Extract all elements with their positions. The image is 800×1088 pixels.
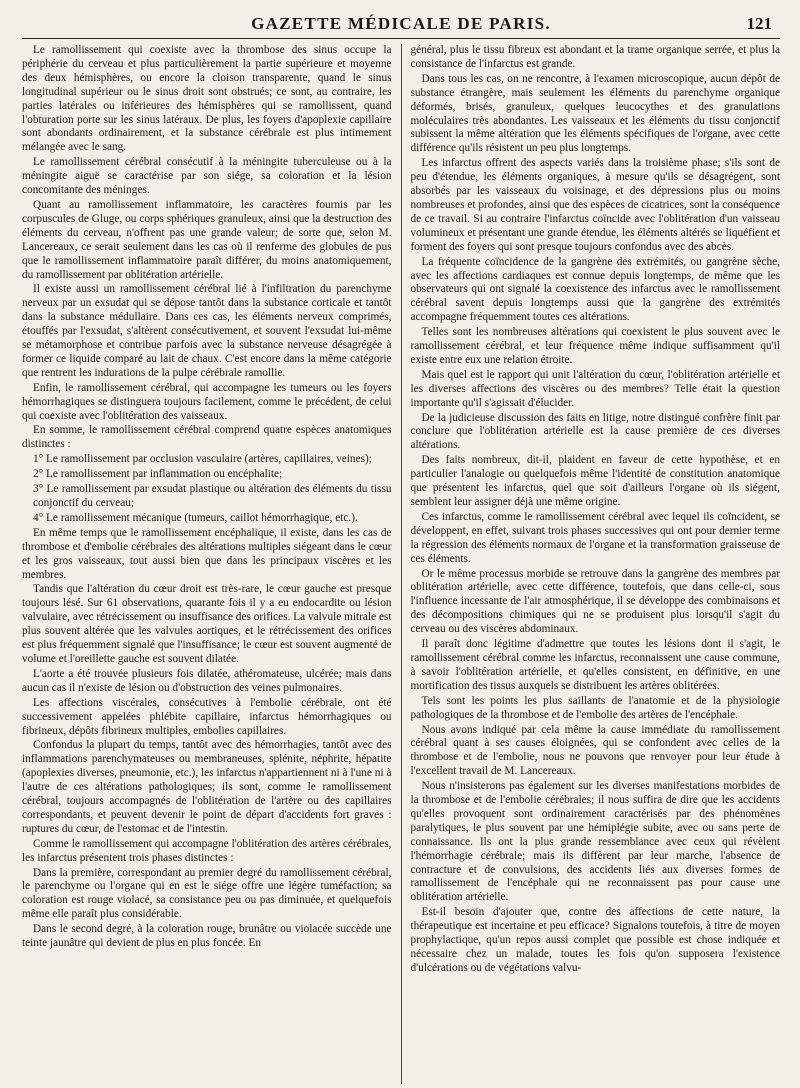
paragraph: Des faits nombreux, dit-il, plaident en faveur de cette hypothèse, et en particulier l'analogie ou quelquefois même l'identité de constitution anatomique que présentent les infarctus, quel que soit d'ailleurs l'organe où ils siégent, semblent leur assigner déjà une même origine. bbox=[410, 454, 780, 508]
paragraph: Or le même processus morbide se retrouve dans la gangrène des membres par oblitération artérielle, avec cette différence, toutefois, que dans celle-ci, sous l'influence incessante de l'air atmosphérique, il se développe des combinaisons et des décompositions chimiques qui ne se produisent plus lorsqu'il s'agit du cerveau ou des viscères abdominaux. bbox=[410, 567, 780, 636]
paragraph: Mais quel est le rapport qui unit l'altération du cœur, l'oblitération artérielle et les diverses affections des viscères ou des membres? Telle était la question importante qu'il s'agissait d'élucider. bbox=[410, 368, 780, 409]
paragraph: Dans le second degré, à la coloration rouge, brunâtre ou violacée succède une teinte jaunâtre qui devient de plus en plus foncée. En bbox=[22, 923, 392, 950]
paragraph: général, plus le tissu fibreux est abondant et la trame organique serrée, et plus la consistance de l'infarctus est grande. bbox=[410, 44, 780, 70]
paragraph: Il paraît donc légitime d'admettre que toutes les lésions dont il s'agit, le ramollissement cérébral comme les infarctus, reconnaissent une cause commune, à savoir l'oblitération artérielle, et qu'elles consistent, en définitive, en une mortification des tissus auxquels se distribuent les artères oblitérées. bbox=[410, 638, 780, 692]
paragraph: La fréquente coïncidence de la gangrène des extrémités, ou gangrène sèche, avec les affections cardiaques est connue depuis longtemps, de même que les observateurs qui ont signalé la coexistence des infarctus avec le ramollissement cérébral savent depuis longtemps aussi que la gangrène des extrémités accompagne fréquemment toutes ces altérations. bbox=[410, 255, 780, 324]
paragraph: Les infarctus offrent des aspects variés dans la troisième phase; s'ils sont de peu d'étendue, les éléments organiques, à mesure qu'ils se désagrégent, sont absorbés par les vaisseaux du voisinage, et des dépressions plus ou moins nombreuses et profondes, ainsi que des espèces de cicatrices, sont la conséquence de ce travail. Si au contraire l'infarctus coïncide avec l'oblitération d'un vaisseau volumineux et présentant une grande étendue, les éléments altérés se liquéfient et forment des foyers qui sont presque toujours confondus avec des abcès. bbox=[410, 157, 780, 253]
journal-title: GAZETTE MÉDICALE DE PARIS. bbox=[251, 14, 551, 33]
paragraph: En somme, le ramollissement cérébral comprend quatre espèces anatomiques distinctes : bbox=[22, 424, 392, 451]
paragraph: En même temps que le ramollissement encéphalique, il existe, dans les cas de thrombose et d'embolie cérébrales des altérations multiples siégeant dans le cœur et les gros vaisseaux, tout aussi bien que dans les principaux viscères et les membres. bbox=[22, 526, 392, 581]
paragraph: De la judicieuse discussion des faits en litige, notre distingué confrère finit par conclure que l'oblitération artérielle est la cause première de ces diverses altérations. bbox=[410, 411, 780, 452]
left-column bbox=[22, 44, 392, 1084]
paragraph: Le ramollissement qui coexiste avec la thrombose des sinus occupe la périphérie du cerveau et plus particulièrement la partie supérieure et moyenne des deux hémisphères, ou encore la cloison transparente, quand le sinus longitudinal supérieur ou le sinus droit sont obstrués; ce sont, au contraire, les parties latérales ou inférieures des hémisphères qui se ramollissent, quand l'obturation porte sur les sinus latéraux. De plus, les foyers d'apoplexie capillaire sont abondants ordinairement, et la substance cérébrale est plus intimement mélangée avec le sang. bbox=[22, 44, 392, 154]
paragraph: Nous n'insisterons pas également sur les diverses manifestations morbides de la thrombose et de l'embolie cérébrales; il nous suffira de dire que les accidents qu'elles provoquent sont ordinairement caractérisés par des phénomènes paralytiques, le plus souvent par une hémiplégie subite, avec ou sans perte de connaissance. Ils ont la plus grande ressemblance avec ceux qui révèlent l'hémorrhagie cérébrale; mais ils diffèrent par leur marche, l'absence de contracture et de convulsions, des accidents liés aux diverses formes de ramollissement de l'encéphale qui ne reconnaissent pas pour cause une oblitération artérielle. bbox=[410, 780, 780, 904]
page-number: 121 bbox=[746, 14, 772, 33]
paragraph: L'aorte a été trouvée plusieurs fois dilatée, athéromateuse, ulcérée; mais dans aucun cas il n'existe de lésion ou d'obstruction des veines pulmonaires. bbox=[22, 667, 392, 694]
paragraph: Tels sont les points les plus saillants de l'anatomie et de la physiologie pathologiques de la thrombose et de l'embolie des artères de l'encéphale. bbox=[410, 694, 780, 721]
list-item: 2° Le ramollissement par inflammation ou encéphalite; bbox=[33, 468, 283, 481]
paragraph: Les affections viscérales, consécutives à l'embolie cérébrale, ont été successivement appelées phlébite capillaire, infarctus hémorrhagiques ou fibrineux, dépôts fibrineux multiples, embolies capillaires. bbox=[22, 696, 392, 737]
right-column bbox=[411, 44, 781, 1084]
paragraph: Dans tous les cas, on ne rencontre, à l'examen microscopique, aucun dépôt de substance étrangère, mais seulement les éléments du parenchyme organique déformés, brisés, granuleux, quelques leucocythes et des granulations moléculaires très abondantes. Les vaisseaux et les éléments du tissu conjonctif subissent la même altération que les éléments spécifiques de l'organe, avec cette différence qu'ils résistent un peu plus longtemps. bbox=[410, 72, 780, 155]
paragraph: Il existe aussi un ramollissement cérébral lié à l'infiltration du parenchyme nerveux par un exsudat qui se dépose tantôt dans la substance corticale et tantôt dans la substance médullaire. Dans ces cas, les éléments nerveux comprimés, étouffés par l'exsudat, s'altèrent consécutivement, et souvent l'exsudat lui-même se métamorphose et contribue parfois avec la substance nerveuse désagrégée à former ce liquide comparé au lait de chaux. C'est encore dans la même catégorie que rentrent les indurations de la pulpe cérébrale ramollie. bbox=[22, 283, 392, 379]
page-header bbox=[22, 8, 780, 39]
list-item: 3° Le ramollissement par exsudat plastique ou altération des éléments du tissu conjonctif du cerveau; bbox=[33, 483, 392, 509]
paragraph: Comme le ramollissement qui accompagne l'oblitération des artères cérébrales, les infarctus présentent trois phases distinctes : bbox=[22, 837, 392, 864]
paragraph: Nous avons indiqué par cela même la cause immédiate du ramollissement cérébral quant à ses causes éloignées, qui se confondent avec celles de la thrombose et de l'embolie, nous ne pouvons que renvoyer pour leur étude à l'excellent travail de M. Lancereaux. bbox=[410, 723, 780, 778]
paragraph: Ces infarctus, comme le ramollissement cérébral avec lequel ils coïncident, se développent, en effet, suivant trois phases successives qui ont pour dernier terme la régression des éléments normaux de l'organe et la transformation graisseuse de ces éléments. bbox=[410, 510, 780, 565]
paragraph: Enfin, le ramollissement cérébral, qui accompagne les tumeurs ou les foyers hémorrhagiques se distinguera toujours facilement, comme le précédent, de celui qui coexiste avec l'oblitération des vaisseaux. bbox=[22, 381, 392, 422]
paragraph: Quant au ramollissement inflammatoire, les caractères fournis par les corpuscules de Gluge, ou corps sphériques granuleux, ainsi que la destruction des éléments du cerveau, n'offrent pas une grande valeur; de sorte que, selon M. Lancereaux, ce serait seulement dans les cas où il renferme des globules de pus que le ramollissement inflammatoire paraît différer, du moins anatomiquement, du ramollissement par oblitération artérielle. bbox=[22, 198, 392, 281]
column-divider bbox=[401, 44, 402, 1084]
paragraph: Le ramollissement cérébral consécutif à la méningite tuberculeuse ou à la méningite aiguë se caractérise par son siége, sa coloration et la lésion concomitante des méninges. bbox=[22, 156, 392, 197]
paragraph: Tandis que l'altération du cœur droit est très-rare, le cœur gauche est presque toujours lésé. Sur 61 observations, quarante fois il y a eu endocardite ou lésion valvulaire, avec rétrécissement ou insuffisance des orifices. La valvule mitrale est plus souvent altérée que les valvules aortiques, et le rétrécissement des orifices est plus fréquemment signalé que l'insuffisance; le cœur est souvent augmenté de volume et l'oreillette gauche est souvent dilatée. bbox=[22, 583, 392, 665]
paragraph: Est-il besoin d'ajouter que, contre des affections de cette nature, la thérapeutique est incertaine et peu efficace? Signalons toutefois, à titre de moyen prophylactique, qu'un repos aussi complet que possible est chose indiquée et nécessaire chez un malade, toutes les fois qu'on supposera l'existence d'ulcérations ou de végétations valvu- bbox=[410, 906, 780, 974]
paragraph: Telles sont les nombreuses altérations qui coexistent le plus souvent avec le ramollissement cérébral, et leur fréquence même indique suffisamment qu'il existe entre eux une relation étroite. bbox=[410, 326, 780, 366]
list-item: 1° Le ramollissement par occlusion vasculaire (artères, capillaires, veines); bbox=[33, 453, 372, 466]
list-item: 4° Le ramollissement mécanique (tumeurs, caillot hémorrhagique, etc.). bbox=[33, 511, 358, 524]
text-columns bbox=[22, 44, 780, 1084]
paragraph: Dans la première, correspondant au premier degré du ramollissement cérébral, le parenchyme ou l'organe qui en est le siége offre une légère tuméfaction; sa coloration est rouge violacé, sa consistance peu ou pas diminuée, et quelquefois même elle paraît plus considérable. bbox=[22, 866, 392, 921]
paragraph: Confondus la plupart du temps, tantôt avec des hémorrhagies, tantôt avec des inflammations parenchymateuses ou membraneuses, splénite, néphrite, hépatite (apoplexies diverses, pneumonie, etc.), les infarctus n'appartiennent ni à l'une ni à l'autre de ces altérations pathologiques; ils sont, comme le ramollissement cérébral, toujours accompagnés de l'oblitération de l'artère ou des capillaires correspondants, et peuvent devenir le point de départ d'accidents fort graves : ruptures du cœur, de l'estomac et de l'intestin. bbox=[22, 739, 392, 835]
